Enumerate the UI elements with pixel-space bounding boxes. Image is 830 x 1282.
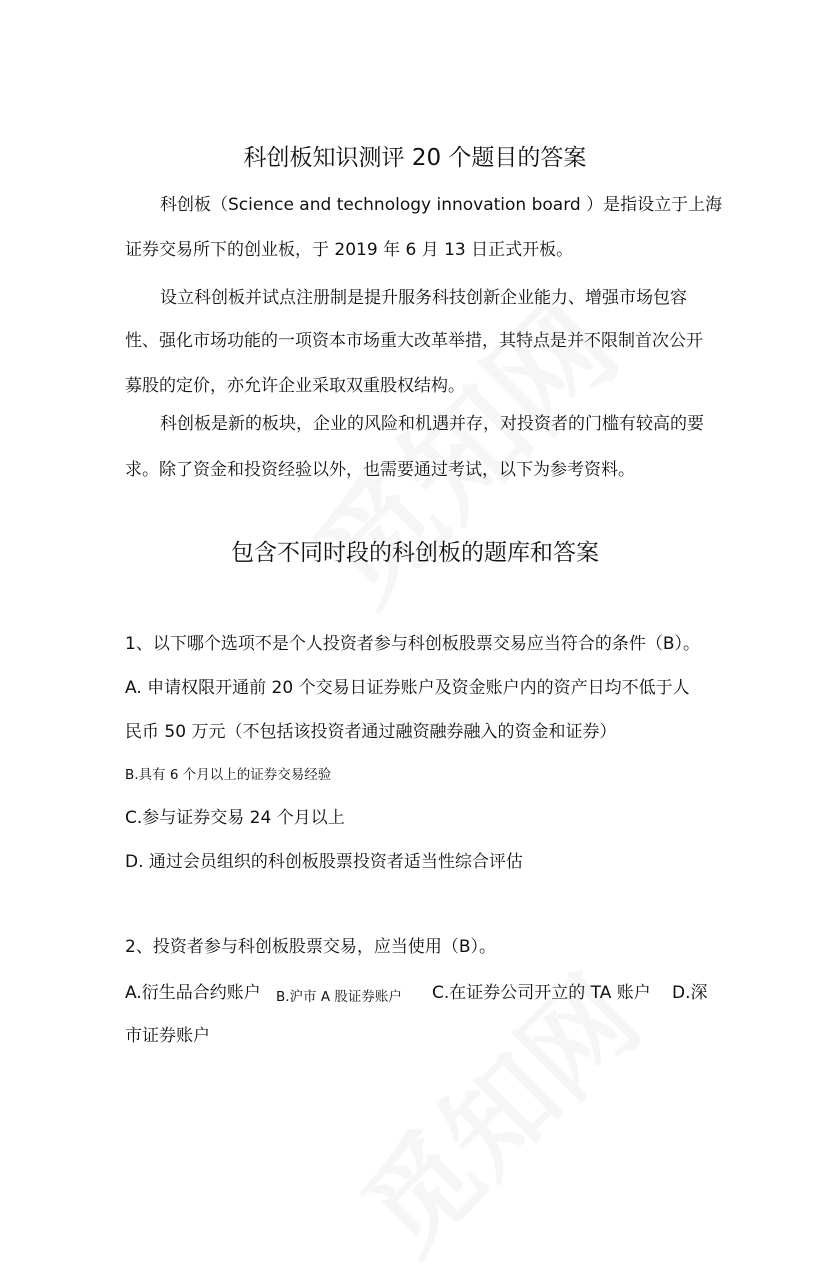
intro-paragraph-line: 科创板（Science and technology innovation board ）是指设立于上海 <box>160 195 723 215</box>
answer-option-b: B.具有 6 个月以上的证券交易经验 <box>125 767 332 783</box>
answer-option-d: D. 通过会员组织的科创板股票投资者适当性综合评估 <box>125 852 523 872</box>
answer-option-c: C.在证券公司开立的 TA 账户 <box>432 983 651 1003</box>
answer-option-c: C.参与证券交易 24 个月以上 <box>125 808 345 828</box>
question-text: 1、以下哪个选项不是个人投资者参与科创板股票交易应当符合的条件（B）。 <box>125 634 700 654</box>
answer-option-a: A. 申请权限开通前 20 个交易日证券账户及资金账户内的资产日均不低于人 <box>125 678 690 698</box>
answer-option-a: A.衍生品合约账户 <box>125 983 261 1003</box>
intro-paragraph-line: 证券交易所下的创业板，于 2019 年 6 月 13 日正式开板。 <box>125 240 574 260</box>
watermark-logo <box>272 258 648 634</box>
section-title: 包含不同时段的科创板的题库和答案 <box>231 540 599 566</box>
answer-option-b: B.沪市 A 股证券账户 <box>276 989 402 1005</box>
intro-paragraph-line: 求。除了资金和投资经验以外，也需要通过考试，以下为参考资料。 <box>125 460 635 480</box>
answer-option-a-continued: 民币 50 万元（不包括该投资者通过融资融券融入的资金和证券） <box>125 722 617 742</box>
answer-option-d: D.深 <box>672 983 708 1003</box>
intro-paragraph-line: 募股的定价，亦允许企业采取双重股权结构。 <box>125 376 465 396</box>
intro-paragraph-line: 设立科创板并试点注册制是提升服务科技创新企业能力、增强市场包容 <box>160 288 687 308</box>
intro-paragraph-line: 科创板是新的板块，企业的风险和机遇并存，对投资者的门槛有较高的要 <box>160 414 704 434</box>
answer-option-d-continued: 市证券账户 <box>125 1026 210 1046</box>
page-title: 科创板知识测评 20 个题目的答案 <box>243 145 587 171</box>
intro-paragraph-line: 性、强化市场功能的一项资本市场重大改革举措，其特点是并不限制首次公开 <box>125 331 703 351</box>
question-text: 2、投资者参与科创板股票交易，应当使用（B）。 <box>125 937 496 957</box>
